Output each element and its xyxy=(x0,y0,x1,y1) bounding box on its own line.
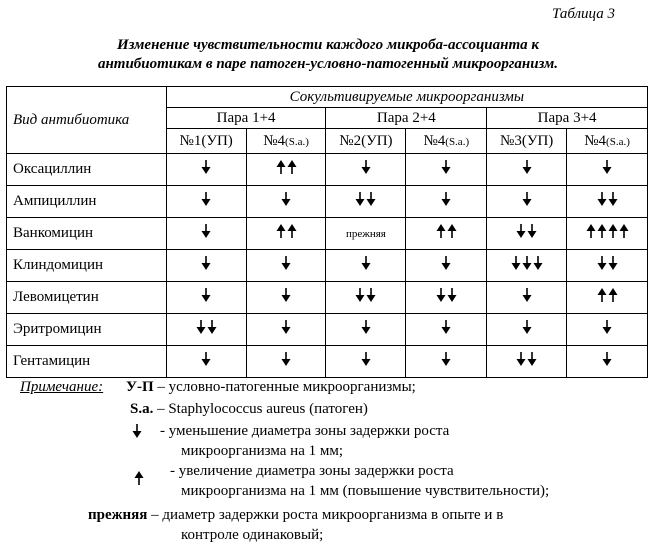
table-title xyxy=(8,36,648,74)
subcolumn-header xyxy=(166,129,246,154)
down-arrow-icon xyxy=(281,191,291,207)
note-text-up-1: - увеличение диаметра зоны задержки роста xyxy=(170,463,454,479)
increase-arrows xyxy=(276,159,297,175)
decrease-arrows xyxy=(441,255,451,271)
subcolumn-tag: (УП) xyxy=(521,132,554,149)
down-arrow-icon xyxy=(281,319,291,335)
antibiotic-name: Левомицетин xyxy=(7,282,167,314)
sensitivity-cell xyxy=(567,218,648,250)
sensitivity-cell xyxy=(326,186,406,218)
decrease-arrows xyxy=(441,191,451,207)
subcolumn-header xyxy=(326,129,406,154)
subcolumn-number: №4 xyxy=(263,132,286,149)
decrease-arrows xyxy=(441,351,451,367)
down-arrow-icon xyxy=(355,191,365,207)
down-arrow-icon xyxy=(608,191,618,207)
subcolumn-number: №4 xyxy=(423,132,446,149)
antibiotic-column-header: Вид антибиотика xyxy=(7,87,167,154)
antibiotic-name: Эритромицин xyxy=(7,314,167,346)
down-arrow-icon xyxy=(355,287,365,303)
decrease-arrows xyxy=(511,255,543,271)
up-arrow-icon xyxy=(586,223,596,239)
down-arrow-icon xyxy=(201,287,211,303)
sensitivity-cell xyxy=(246,186,326,218)
subcolumn-header xyxy=(406,129,487,154)
decrease-arrows xyxy=(281,351,291,367)
sensitivity-cell xyxy=(166,186,246,218)
sensitivity-cell xyxy=(406,154,487,186)
subcolumn-tag: (УП) xyxy=(201,132,233,149)
up-arrow-icon xyxy=(597,287,607,303)
sensitivity-cell xyxy=(406,346,487,378)
decrease-arrows xyxy=(361,319,371,335)
decrease-arrows xyxy=(281,191,291,207)
table-row xyxy=(7,218,648,250)
note-text-same-1: – диаметр задержки роста микроорганизма в опыте и в xyxy=(151,507,504,523)
antibiotic-name: Ванкомицин xyxy=(7,218,167,250)
decrease-arrows xyxy=(516,351,537,367)
subcolumn-header xyxy=(567,129,648,154)
decrease-arrows xyxy=(201,223,211,239)
sensitivity-table xyxy=(6,86,648,378)
note-text-same-2: контроле одинаковый; xyxy=(181,527,324,543)
sensitivity-cell xyxy=(246,250,326,282)
decrease-arrows xyxy=(436,287,457,303)
sensitivity-cell xyxy=(567,154,648,186)
subcolumn-header xyxy=(487,129,567,154)
down-arrow-icon xyxy=(522,159,532,175)
down-arrow-icon xyxy=(366,287,376,303)
sensitivity-cell xyxy=(326,154,406,186)
sensitivity-cell xyxy=(487,186,567,218)
sensitivity-cell xyxy=(326,346,406,378)
decrease-arrows xyxy=(281,287,291,303)
note-term-sa: S.a. xyxy=(130,401,154,417)
pair-header: Пара 3+4 xyxy=(487,108,648,129)
up-arrow-icon xyxy=(276,159,286,175)
decrease-arrows xyxy=(602,319,612,335)
up-arrow-icon xyxy=(287,159,297,175)
sensitivity-cell xyxy=(326,250,406,282)
subcolumn-tag: (S.a.) xyxy=(606,135,630,148)
sensitivity-cell xyxy=(487,314,567,346)
antibiotic-name: Ампициллин xyxy=(7,186,167,218)
sensitivity-cell xyxy=(567,314,648,346)
increase-arrows xyxy=(276,223,297,239)
pair-header: Пара 1+4 xyxy=(166,108,326,129)
decrease-arrows xyxy=(196,319,217,335)
decrease-arrows xyxy=(441,159,451,175)
sensitivity-cell xyxy=(326,314,406,346)
down-arrow-icon xyxy=(447,287,457,303)
decrease-arrows xyxy=(355,287,376,303)
cocultivated-header: Сокультивируемые микроорганизмы xyxy=(166,87,647,108)
down-arrow-icon xyxy=(201,159,211,175)
subcolumn-tag: (S.a.) xyxy=(285,135,309,148)
down-arrow-icon xyxy=(361,319,371,335)
title-line-2: антибиотикам в паре патоген-условно-патогенный микроорганизм. xyxy=(97,56,559,72)
subcolumn-header xyxy=(246,129,326,154)
down-arrow-icon xyxy=(436,287,446,303)
subcolumn-number: №2 xyxy=(339,132,362,149)
down-arrow-icon xyxy=(196,319,206,335)
down-arrow-icon xyxy=(281,287,291,303)
down-arrow-icon xyxy=(516,351,526,367)
subcolumn-number: №4 xyxy=(584,132,607,149)
subcolumn-tag: (S.a.) xyxy=(445,135,470,148)
table-row xyxy=(7,154,648,186)
decrease-arrows xyxy=(522,191,532,207)
up-arrow-icon xyxy=(619,223,629,239)
decrease-arrows xyxy=(361,351,371,367)
increase-arrows xyxy=(586,223,629,239)
sensitivity-cell xyxy=(326,218,406,250)
down-arrow-icon xyxy=(441,191,451,207)
up-arrow-icon xyxy=(436,223,446,239)
increase-arrows xyxy=(436,223,457,239)
down-arrow-icon xyxy=(361,159,371,175)
subcolumn-tag: (УП) xyxy=(361,132,393,149)
legend-down-arrow-icon xyxy=(132,423,142,444)
down-arrow-icon xyxy=(511,255,521,271)
sensitivity-cell xyxy=(166,346,246,378)
down-arrow-icon xyxy=(602,319,612,335)
up-arrow-icon xyxy=(447,223,457,239)
table-row xyxy=(7,250,648,282)
sensitivity-cell xyxy=(406,186,487,218)
decrease-arrows xyxy=(201,159,211,175)
down-arrow-icon xyxy=(597,191,607,207)
decrease-arrows xyxy=(597,255,618,271)
down-arrow-icon xyxy=(522,287,532,303)
down-arrow-icon xyxy=(281,255,291,271)
down-arrow-icon xyxy=(441,159,451,175)
increase-arrows xyxy=(597,287,618,303)
sensitivity-cell xyxy=(567,186,648,218)
note-term-same: прежняя xyxy=(88,507,148,523)
down-arrow-icon xyxy=(201,255,211,271)
down-arrow-icon xyxy=(361,255,371,271)
down-arrow-icon xyxy=(608,255,618,271)
down-arrow-icon xyxy=(207,319,217,335)
sensitivity-cell xyxy=(166,154,246,186)
down-arrow-icon xyxy=(602,351,612,367)
down-arrow-icon xyxy=(201,351,211,367)
down-arrow-icon xyxy=(527,351,537,367)
sensitivity-cell xyxy=(487,346,567,378)
decrease-arrows xyxy=(201,287,211,303)
decrease-arrows xyxy=(441,319,451,335)
sensitivity-cell xyxy=(567,282,648,314)
down-arrow-icon xyxy=(516,223,526,239)
sensitivity-cell xyxy=(166,218,246,250)
down-arrow-icon xyxy=(201,223,211,239)
sensitivity-cell xyxy=(487,218,567,250)
up-arrow-icon xyxy=(608,287,618,303)
note-text-up: – условно-патогенные микроорганизмы; xyxy=(157,379,416,395)
sensitivity-cell xyxy=(567,346,648,378)
sensitivity-cell xyxy=(406,282,487,314)
sensitivity-cell xyxy=(166,282,246,314)
sensitivity-cell xyxy=(487,250,567,282)
note-text-up-2: микроорганизма на 1 мм (повышение чувствительности); xyxy=(181,483,550,499)
table-number: Таблица 3 xyxy=(552,6,615,22)
unchanged-label: прежняя xyxy=(345,228,386,240)
subcolumn-number: №1 xyxy=(179,132,202,149)
note-text-sa: – Staphylococcus aureus (патоген) xyxy=(157,401,368,417)
notes-label: Примечание: xyxy=(20,379,104,395)
table-row xyxy=(7,314,648,346)
up-arrow-icon xyxy=(597,223,607,239)
down-arrow-icon xyxy=(441,351,451,367)
subcolumn-number: №3 xyxy=(500,132,522,149)
decrease-arrows xyxy=(522,159,532,175)
down-arrow-icon xyxy=(522,255,532,271)
up-arrow-icon xyxy=(276,223,286,239)
note-text-down-1: - уменьшение диаметра зоны задержки роста xyxy=(160,423,450,439)
down-arrow-icon xyxy=(522,319,532,335)
down-arrow-icon xyxy=(522,191,532,207)
down-arrow-icon xyxy=(281,351,291,367)
note-term-up: У-П xyxy=(126,379,154,395)
down-arrow-icon xyxy=(597,255,607,271)
sensitivity-cell xyxy=(246,154,326,186)
legend-up-arrow-icon xyxy=(134,470,144,491)
decrease-arrows xyxy=(201,255,211,271)
up-arrow-icon xyxy=(608,223,618,239)
down-arrow-icon xyxy=(366,191,376,207)
decrease-arrows xyxy=(516,223,537,239)
sensitivity-cell xyxy=(406,314,487,346)
decrease-arrows xyxy=(522,319,532,335)
down-arrow-icon xyxy=(201,191,211,207)
decrease-arrows xyxy=(281,255,291,271)
decrease-arrows xyxy=(597,191,618,207)
decrease-arrows xyxy=(522,287,532,303)
decrease-arrows xyxy=(281,319,291,335)
table-row xyxy=(7,282,648,314)
sensitivity-cell xyxy=(166,250,246,282)
decrease-arrows xyxy=(602,351,612,367)
sensitivity-cell xyxy=(567,250,648,282)
down-arrow-icon xyxy=(441,319,451,335)
title-line-1: Изменение чувствительности каждого микроба-ассоцианта к xyxy=(116,37,539,53)
down-arrow-icon xyxy=(602,159,612,175)
down-arrow-icon xyxy=(533,255,543,271)
sensitivity-cell xyxy=(326,282,406,314)
sensitivity-cell xyxy=(246,218,326,250)
antibiotic-name: Оксациллин xyxy=(7,154,167,186)
sensitivity-cell xyxy=(246,314,326,346)
down-arrow-icon xyxy=(527,223,537,239)
note-text-down-2: микроорганизма на 1 мм; xyxy=(181,443,344,459)
sensitivity-cell xyxy=(246,346,326,378)
table-row xyxy=(7,346,648,378)
down-arrow-icon xyxy=(361,351,371,367)
down-arrow-icon xyxy=(441,255,451,271)
decrease-arrows xyxy=(355,191,376,207)
decrease-arrows xyxy=(201,351,211,367)
antibiotic-name: Гентамицин xyxy=(7,346,167,378)
decrease-arrows xyxy=(602,159,612,175)
up-arrow-icon xyxy=(287,223,297,239)
sensitivity-cell xyxy=(406,218,487,250)
sensitivity-cell xyxy=(166,314,246,346)
sensitivity-cell xyxy=(487,282,567,314)
table-row xyxy=(7,186,648,218)
sensitivity-cell xyxy=(487,154,567,186)
decrease-arrows xyxy=(361,159,371,175)
sensitivity-cell xyxy=(246,282,326,314)
table-body xyxy=(7,154,648,378)
pair-header: Пара 2+4 xyxy=(326,108,487,129)
decrease-arrows xyxy=(361,255,371,271)
sensitivity-cell xyxy=(406,250,487,282)
decrease-arrows xyxy=(201,191,211,207)
antibiotic-name: Клиндомицин xyxy=(7,250,167,282)
